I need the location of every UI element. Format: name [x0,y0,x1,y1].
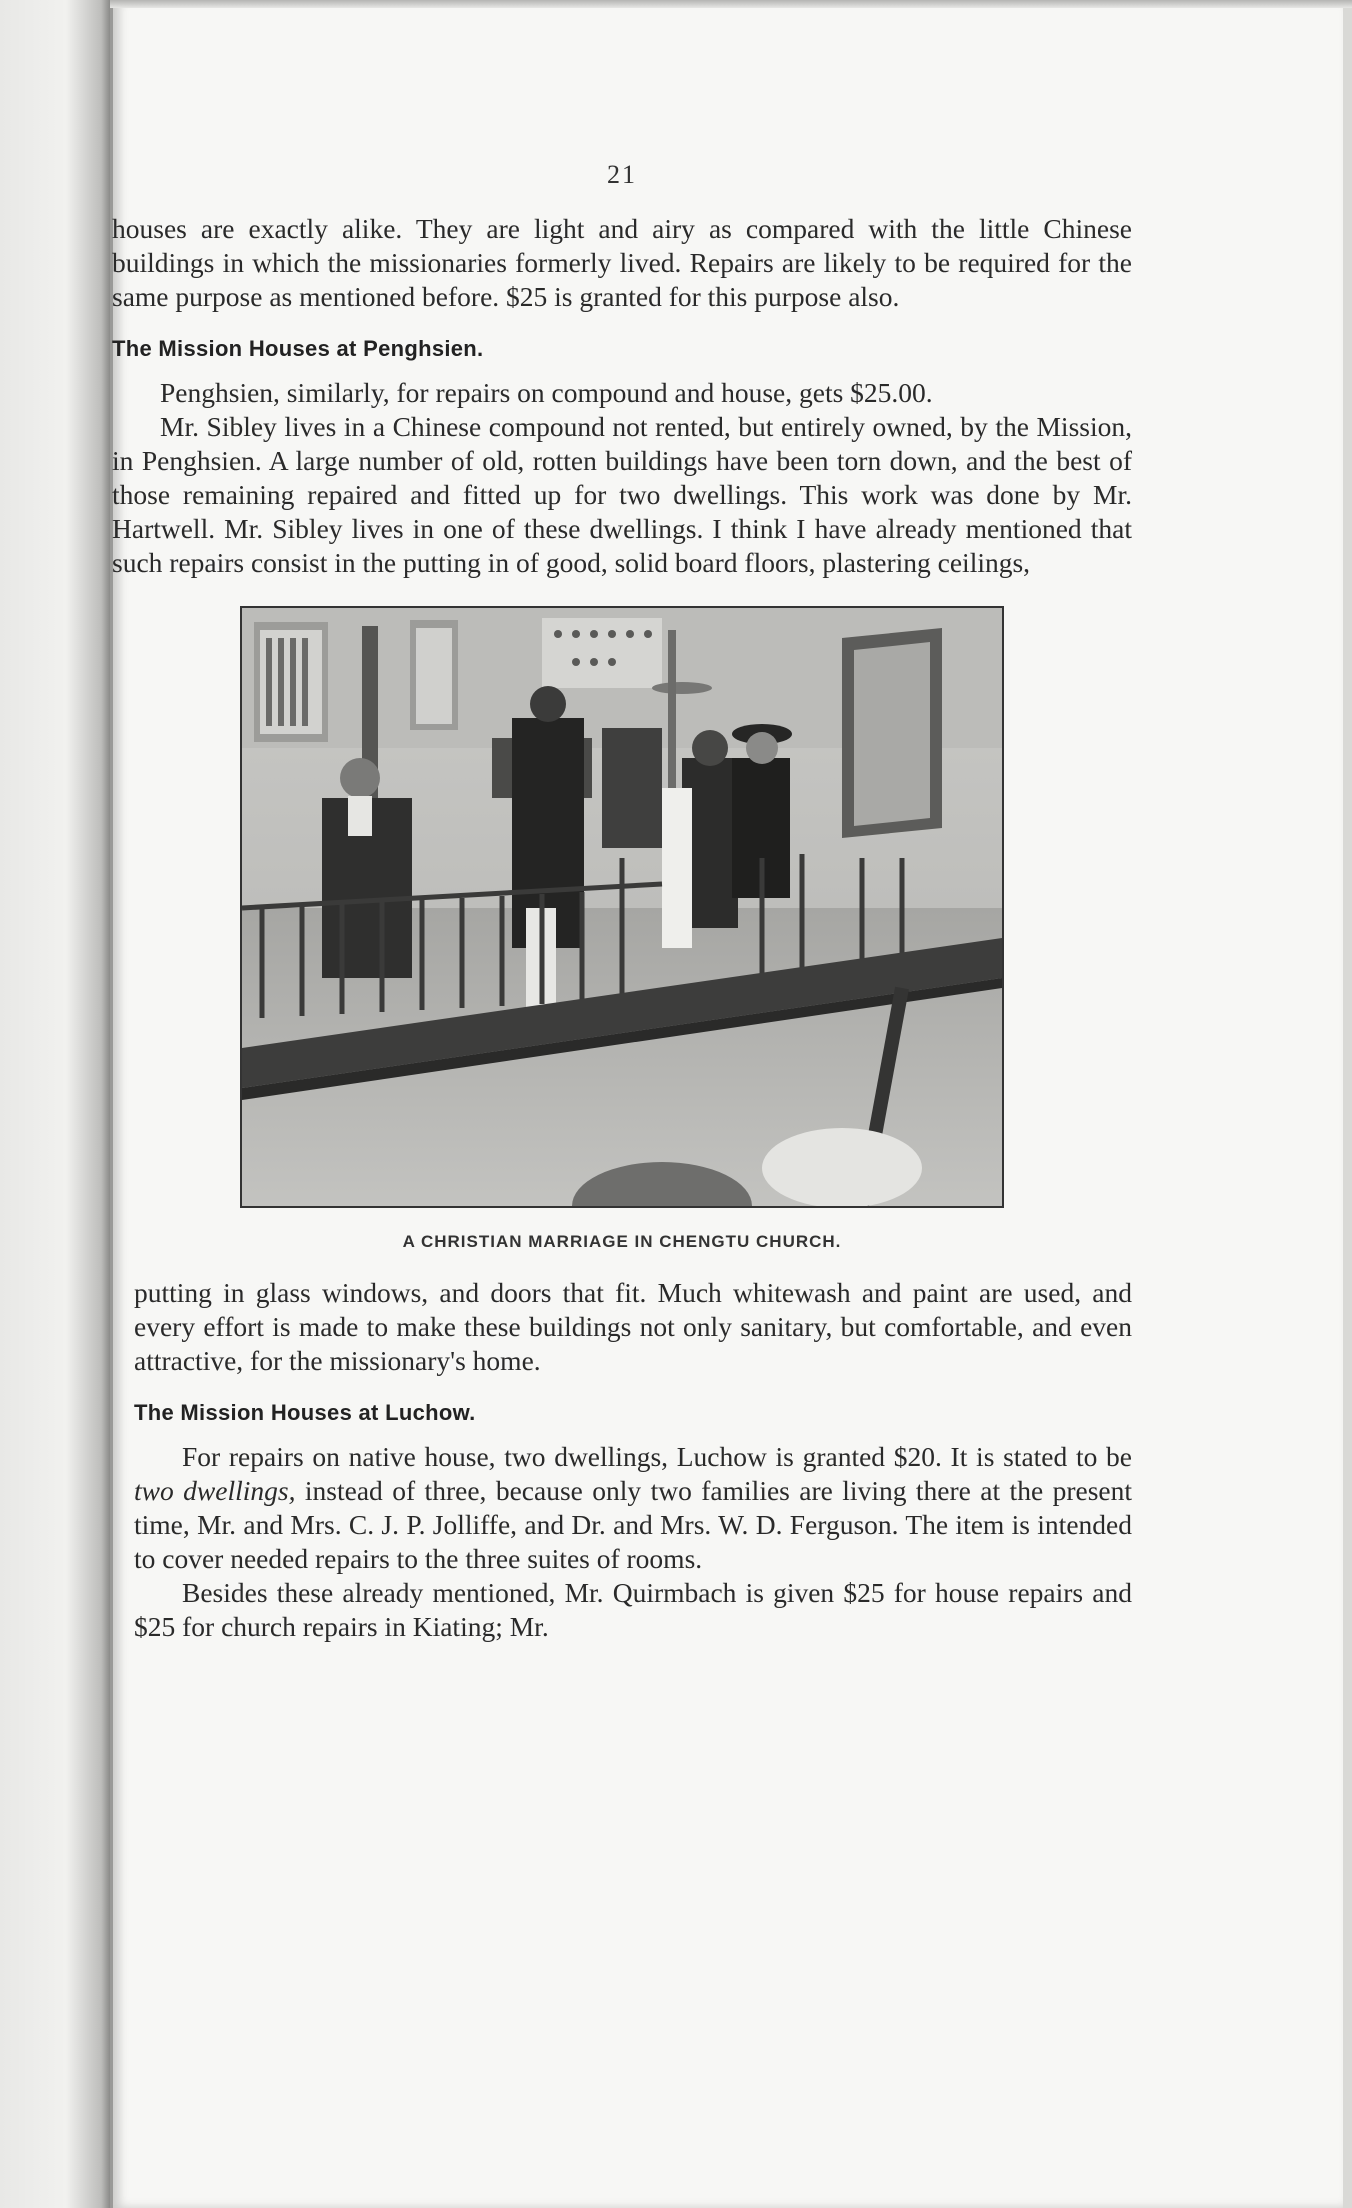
heading-luchow: The Mission Houses at Luchow. [134,1400,476,1425]
figure [112,606,1132,1252]
paragraph-sibley: Mr. Sibley lives in a Chinese compound not rented, but entirely owned, by the Mission, in Penghsien. A large number of old, rotten buildings have been torn down, and the best of those remaining repaired and fitted up for two dwellings. This work was done by Mr. Hartwell. Mr. Sibley lives in one of these dwellings. I think I have already mentioned that such repairs consist in the putting in of good, solid board floors, plastering ceilings, [112,411,1132,578]
paragraph-quirmbach: Besides these already mentioned, Mr. Quirmbach is given $25 for house repairs and $25 for church repairs in Kiating; Mr. [134,1577,1132,1642]
luchow-text-end: instead of three, because only two families are living there at the present time, Mr. and Mrs. C. J. P. Jolliffe, and Dr. and Mrs. W. D. Ferguson. The item is intended to cover needed repairs to the three suites of rooms. [134,1475,1132,1574]
paragraph-houses: houses are exactly alike. They are light and airy as compared with the little Chinese buildings in which the missionaries formerly lived. Repairs are likely to be required for the same purpose as mentioned before. $25 is granted for this purpose also. [112,213,1132,312]
wedding-photograph [240,606,1004,1208]
paragraph-penghsien-grant: Penghsien, similarly, for repairs on compound and house, gets $25.00. [160,377,933,408]
paragraph-windows: putting in glass windows, and doors that fit. Much whitewash and paint are used, and every effort is made to make these buildings not only sanitary, but comfortable, and even attractive, for the missionary's home. [134,1277,1132,1376]
page-number: 21 [607,160,637,189]
page-content [112,160,1132,1644]
luchow-italic-phrase: two dwellings, [134,1475,296,1506]
heading-penghsien: The Mission Houses at Penghsien. [112,336,484,361]
page-top-edge [110,0,1352,8]
luchow-text-start: For repairs on native house, two dwellings, Luchow is granted $20. It is stated to be [182,1441,1132,1472]
paragraph-luchow [134,1440,1132,1576]
continued-text [134,1276,1132,1644]
figure-caption: A CHRISTIAN MARRIAGE IN CHENGTU CHURCH. [402,1232,842,1251]
facing-page-edge [0,0,110,2208]
